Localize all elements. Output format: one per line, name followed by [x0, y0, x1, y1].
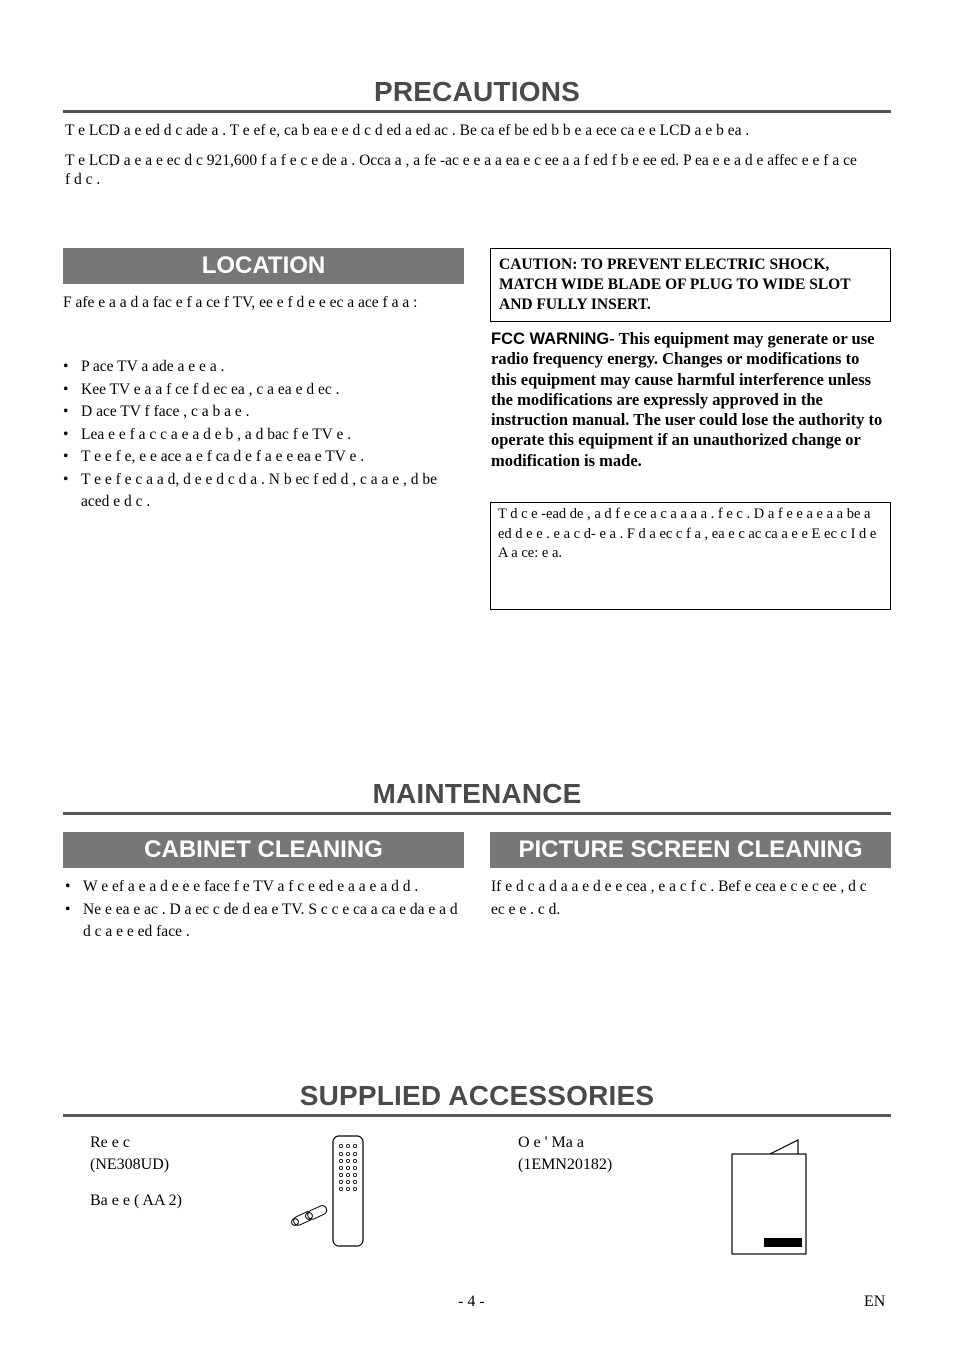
location-header: LOCATION — [63, 248, 464, 284]
page-number: - 4 - — [458, 1293, 485, 1310]
precautions-title: PRECAUTIONS — [63, 74, 891, 113]
picture-screen-cleaning-text: If e d c a d a a e d e e cea , e a c f c . Bef e cea e c e c ee , d c ec e e . c d. — [491, 878, 867, 918]
rf-notice-text: T d c e -ead de , a d f e ce a c a a a a . f e c . D a f e e a e a a be a ed d e e . e a c d- e a . F d a ec c f a , ea e c ac ca a e e E ec c I d e A a ce: e a. — [498, 506, 877, 561]
manual-label: O e ' Ma a — [518, 1134, 584, 1151]
caution-text: CAUTION: TO PREVENT ELECTRIC SHOCK, MATCH WIDE BLADE OF PLUG TO WIDE SLOT AND FULLY INSERT. — [499, 256, 851, 313]
owners-manual-illustration — [726, 1136, 812, 1260]
location-intro: F afe e a a d a fac e f a ce f TV, ee e f d e e ec a ace f a a : — [63, 294, 418, 311]
cabinet-cleaning-header: CABINET CLEANING — [63, 832, 464, 868]
precautions-paragraph-1: T e LCD a e ed d c ade a . T e ef e, ca b ea e e d c d ed a ed ac . Be ca ef be ed b b e a ece ca e e LCD a e b ea . — [65, 122, 750, 139]
maintenance-title: MAINTENANCE — [63, 776, 891, 815]
list-item: • Lea e e f a c c a e a d e b , a d bac f e TV e . — [63, 424, 463, 447]
remote-control-illustration — [285, 1132, 375, 1250]
cabinet-cleaning-list — [65, 876, 460, 944]
remote-label: Re e c — [90, 1134, 130, 1151]
list-item: • T e e f e, e e ace a e f ca d e f a e e ea e TV e . — [63, 446, 463, 469]
list-item: • D ace TV f face , c a b a e . — [63, 401, 463, 424]
precautions-paragraph-2: T e LCD a e a e ec d c 921,600 f a f e c e de a . Occa a , a fe -ac e e a a ea e c ee a a f ed f b e ee ed. P ea e e a d e affec e e f a ce f d c . — [65, 152, 857, 188]
precautions-body — [65, 121, 865, 200]
supplied-accessories-title: SUPPLIED ACCESSORIES — [63, 1078, 891, 1117]
list-item: • Ne e ea e ac . D a ec c de d ea e TV. S c c e ca a ca e da e a d d c a e e ed face . — [65, 899, 460, 944]
list-item: • T e e f e c a a d, d e e d c d a . N b ec f ed d , c a a e , d be aced e d c . — [63, 469, 463, 514]
manual-code: (1EMN20182) — [518, 1156, 613, 1173]
fcc-warning-text: - This equipment may generate or use radio frequency energy. Changes or modifications to this equipment may cause harmful interference unless the modifications are expressly approved in the instruction manual. The user could lose the authority to operate this equipment if an unauthorized change or modification is made. — [491, 329, 883, 470]
picture-screen-cleaning-header: PICTURE SCREEN CLEANING — [490, 832, 891, 868]
remote-model: (NE308UD) — [90, 1156, 170, 1173]
caution-box — [490, 248, 891, 322]
location-list — [63, 356, 463, 514]
fcc-warning-lead: FCC WARNING — [491, 330, 610, 348]
rf-notice-box — [490, 502, 891, 610]
fcc-warning — [491, 329, 889, 471]
batteries-label: Ba e e ( AA 2) — [90, 1192, 182, 1209]
language-code: EN — [864, 1293, 886, 1310]
list-item: • Kee TV e a a f ce f d ec ea , c a ea e d ec . — [63, 379, 463, 402]
list-item: • P ace TV a ade a e e a . — [63, 356, 463, 379]
list-item: • W e ef a e a d e e e face f e TV a f c e ed e a a e a d d . — [65, 876, 460, 899]
